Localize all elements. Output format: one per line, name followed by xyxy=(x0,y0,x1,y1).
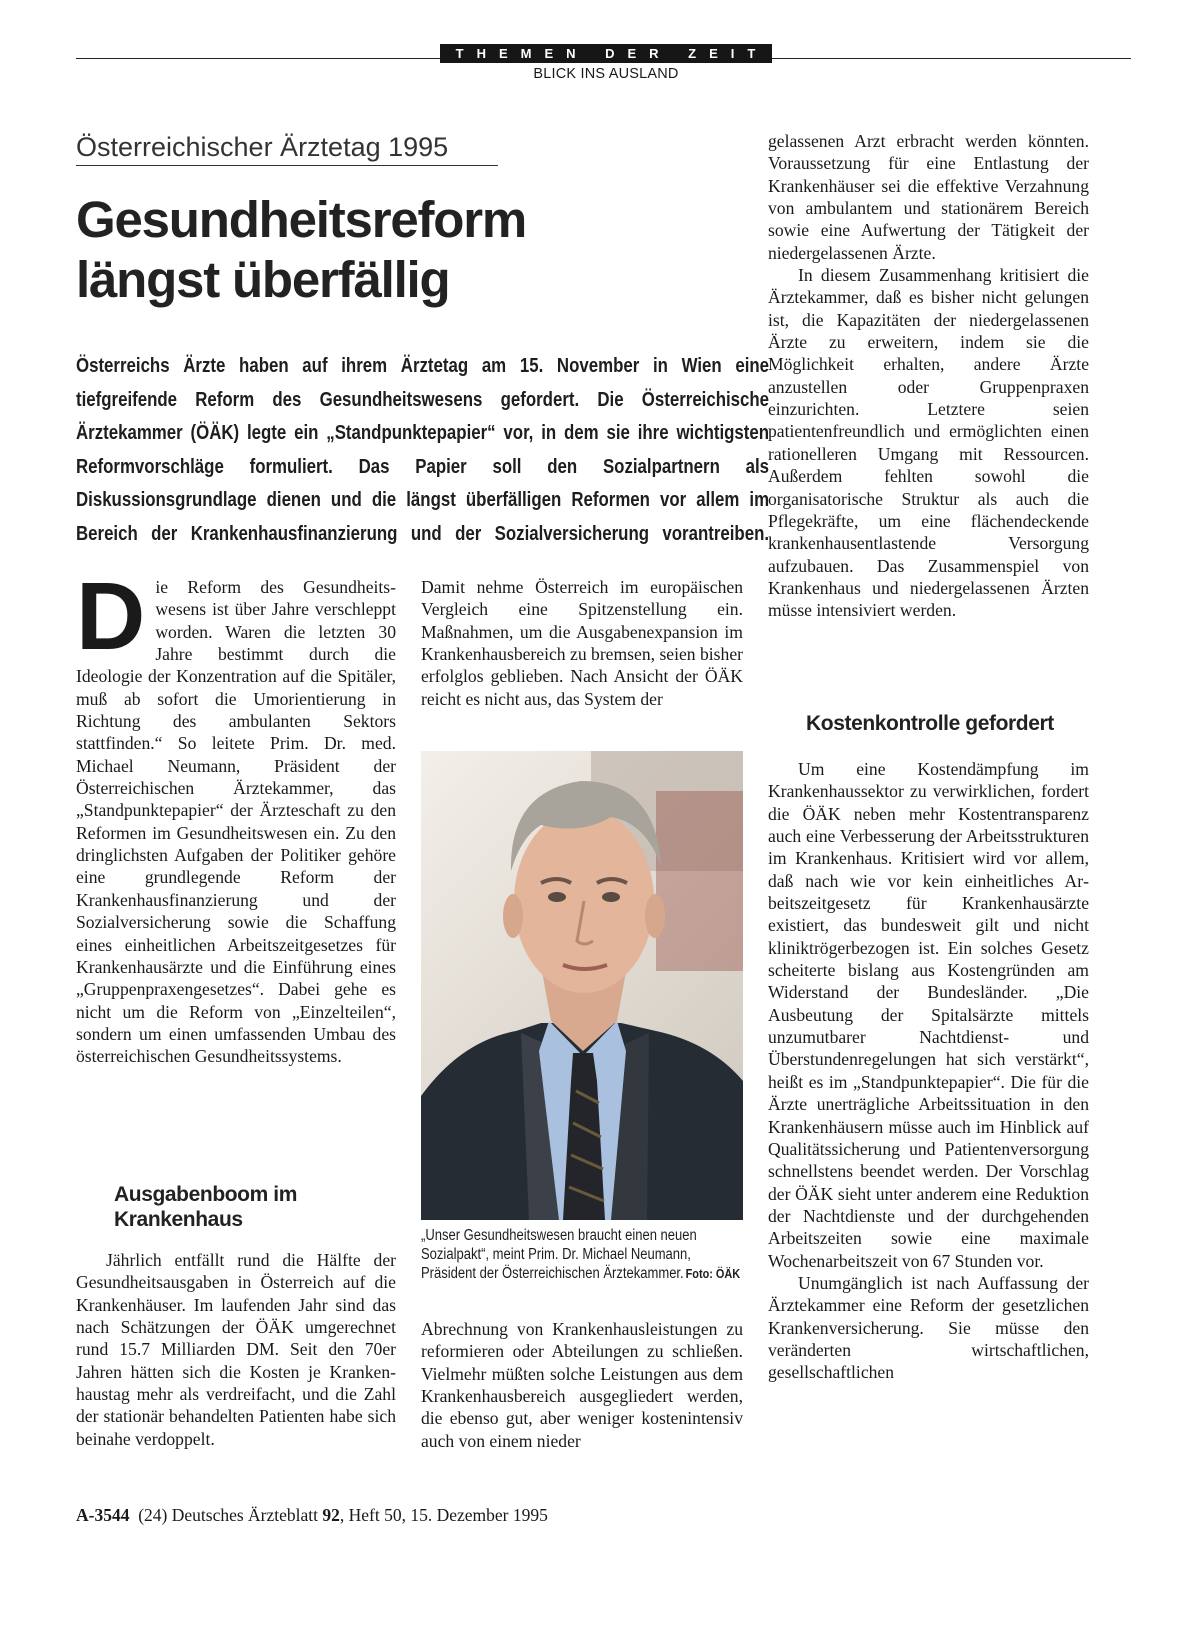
body-paragraph: Um eine Kostendämpfung im Krankenhaussektor zu verwirklichen, fordert die ÖÄK neben mehr Kostentransparenz auch eine Verbesserung der Arbeitsstrukturen im Krankenhaus. Kritisiert wird vor allem, daß nach wie vor kein einheitliches Arbeitszeitgesetz für Krankenhausärzte existiert, das bundesweit gilt und nicht kliniktrögerbezogen ist. Ein solches Gesetz scheiterte bislang aus Kostengründen am Widerstand der Bundesländer. „Die Ausbeutung der Spitalsärzte mittels unzumutbarer Nachtdienst- und Überstundenregelungen hat sich verstärkt“, heißt es im „Standpunktepapier“. Die für die Ärzte unerträgliche Arbeitssituation in den Krankenhäusern müsse auch im Hinblick auf Qualitätssicherung und Patientenversorgung schnellstens beendet werden. Der Vorschlag der ÖÄK sieht unter anderem eine Reduktion der Nachtdienste und der durchgehenden Arbeitszeiten sowie eine maximale Wochenarbeitszeit von 67 Stunden vor. xyxy=(768,759,1089,1271)
photo-credit: Foto: ÖÄK xyxy=(685,1266,741,1281)
caption-text: „Unser Gesundheitswesen braucht einen neuen Sozialpakt“, meint Prim. Dr. Michael Neumann, Präsident der Österreichischen Ärztekammer. xyxy=(421,1227,697,1282)
volume-number: 92 xyxy=(322,1505,340,1525)
portrait-photo xyxy=(421,751,743,1220)
body-paragraph: Unumgänglich ist nach Auffassung der Ärztekammer eine Reform der gesetzlichen Krankenversicherung. Sie müsse den veränderten wirtschaftlichen, gesellschaftlichen xyxy=(768,1272,1089,1383)
page-footer xyxy=(76,1505,548,1526)
body-paragraph: Abrechnung von Krankenhausleistungen zu reformieren oder Abteilungen zu schließen. Vielmehr müßten solche Leistungen aus dem Krankenhausbereich ausgegliedert werden, die ebenso gut, aber weniger kostenintensiv auch von einem nieder xyxy=(421,1319,743,1451)
body-paragraph: gelassenen Arzt erbracht werden könnten. Voraussetzung für eine Entlastung der Krankenhäuser sei die effektive Verzahnung von ambulantem und stationärem Bereich sowie eine Aufwertung der Tätigkeit der niedergelassenen Ärzte. xyxy=(768,131,1089,263)
page-number: A-3544 xyxy=(76,1505,130,1525)
subheading-ausgabenboom: Ausgabenboom im Krankenhaus xyxy=(114,1183,298,1231)
article-headline xyxy=(76,190,696,310)
headline-line-2: längst überfällig xyxy=(76,251,450,308)
subheading-kostenkontrolle: Kostenkontrolle gefordert xyxy=(806,712,1054,735)
body-paragraph: Damit nehme Österreich im europäischen Vergleich eine Spitzenstellung ein. Maßnahmen, um die Ausgabenexpansion im Krankenhausbereich zu bremsen, seien bisher erfolglos geblieben. Nach Ansicht der ÖÄK reicht es nicht aus, das System der xyxy=(421,577,743,709)
drop-cap: D xyxy=(76,563,146,670)
column-2-top xyxy=(421,576,743,710)
body-paragraph: ie Reform des Gesundheitswesens ist über Jahre verschleppt worden. Waren die letzten 30 Jahre bestimmt durch die Ideologie der Konzentration auf die Spitäler, muß ab sofort die Umorientierung in Richtung des ambulanten Sektors stattfinden.“ So leitete Prim. Dr. med. Michael Neumann, Präsident der Österreichischen Ärztekammer, das „Standpunktepapier“ der Ärzteschaft zu den Reformen im Gesundheitswesen ein. Zu den dringlichsten Aufgaben der Politiker gehöre eine grundlegende Reform der Krankenhausfinanzierung und der Sozialversicherung sowie die Schaffung eines einheitlichen Arbeitszeitgesetzes für Krankenhausärzte und die Einführung eines „Gruppenpraxengesetzes“. Dabei gehe es nicht um die Reform von „Einzelteilen“, sondern um einen umfassenden Umbau des österreichischen Gesundheitssystems. xyxy=(76,577,396,1067)
body-paragraph: In diesem Zusammenhang kritisiert die Ärztekammer, daß es bisher nicht gelungen ist, die Kapazitäten der niedergelassenen Ärzte zu erweitern, indem sie die Möglichkeit erhalten, andere Ärzte anzustellen oder Gruppenpraxen einzurichten. Letztere seien patientenfreundlich und ermöglichten einen rationelleren Umgang mit Ressourcen. Außerdem fehlten sowohl die organisatorische Struktur als auch die Pflegekräfte, um eine flächendeckende krankenhausentlastende Versorgung aufzubauen. Das Zusammenspiel von Krankenhaus und niedergelassenen Ärzten müsse intensiviert werden. xyxy=(768,265,1089,621)
section-label: THEMEN DER ZEIT xyxy=(440,44,772,63)
photo-caption xyxy=(421,1226,742,1283)
issue-date: , Heft 50, 15. Dezember 1995 xyxy=(339,1505,548,1525)
column-3-bottom xyxy=(768,758,1089,1384)
subsection-label: BLICK INS AUSLAND xyxy=(533,66,679,82)
column-1 xyxy=(76,563,396,1068)
portrait-illustration xyxy=(421,751,743,1220)
column-3-top xyxy=(768,130,1089,622)
journal-citation: (24) Deutsches Ärzteblatt xyxy=(138,1505,319,1525)
article-lead: Österreichs Ärzte haben auf ihrem Ärztetag am 15. November in Wien eine tiefgreifende Reform des Gesundheitswesens gefordert. Die Österreichische Ärztekammer (ÖÄK) legte ein „Standpunktepapier“ vor, in dem sie ihre wichtigsten Reformvorschläge formuliert. Das Papier soll den Sozialpartnern als Diskussionsgrundlage dienen und die längst überfälligen Reformen vor allem im Bereich der Krankenhausfinanzierung und der Sozialversicherung vorantreiben. xyxy=(76,355,770,545)
article-kicker: Österreichischer Ärztetag 1995 xyxy=(76,132,498,166)
body-paragraph: Jährlich entfällt rund die Hälfte der Gesundheitsausgaben in Österreich auf die Krankenhäuser. Im laufenden Jahr sind das nach Schätzungen der ÖÄK umgerechnet rund 15.7 Milliarden DM. Seit den 70er Jahren hätten sich die Kosten je Krankenhaustag mehr als verdreifacht, und die Zahl der stationär behandelten Patienten habe sich beinahe verdoppelt. xyxy=(76,1250,396,1449)
column-2-bottom xyxy=(421,1318,743,1452)
headline-line-1: Gesundheitsreform xyxy=(76,191,527,248)
column-1-continued xyxy=(76,1249,396,1450)
